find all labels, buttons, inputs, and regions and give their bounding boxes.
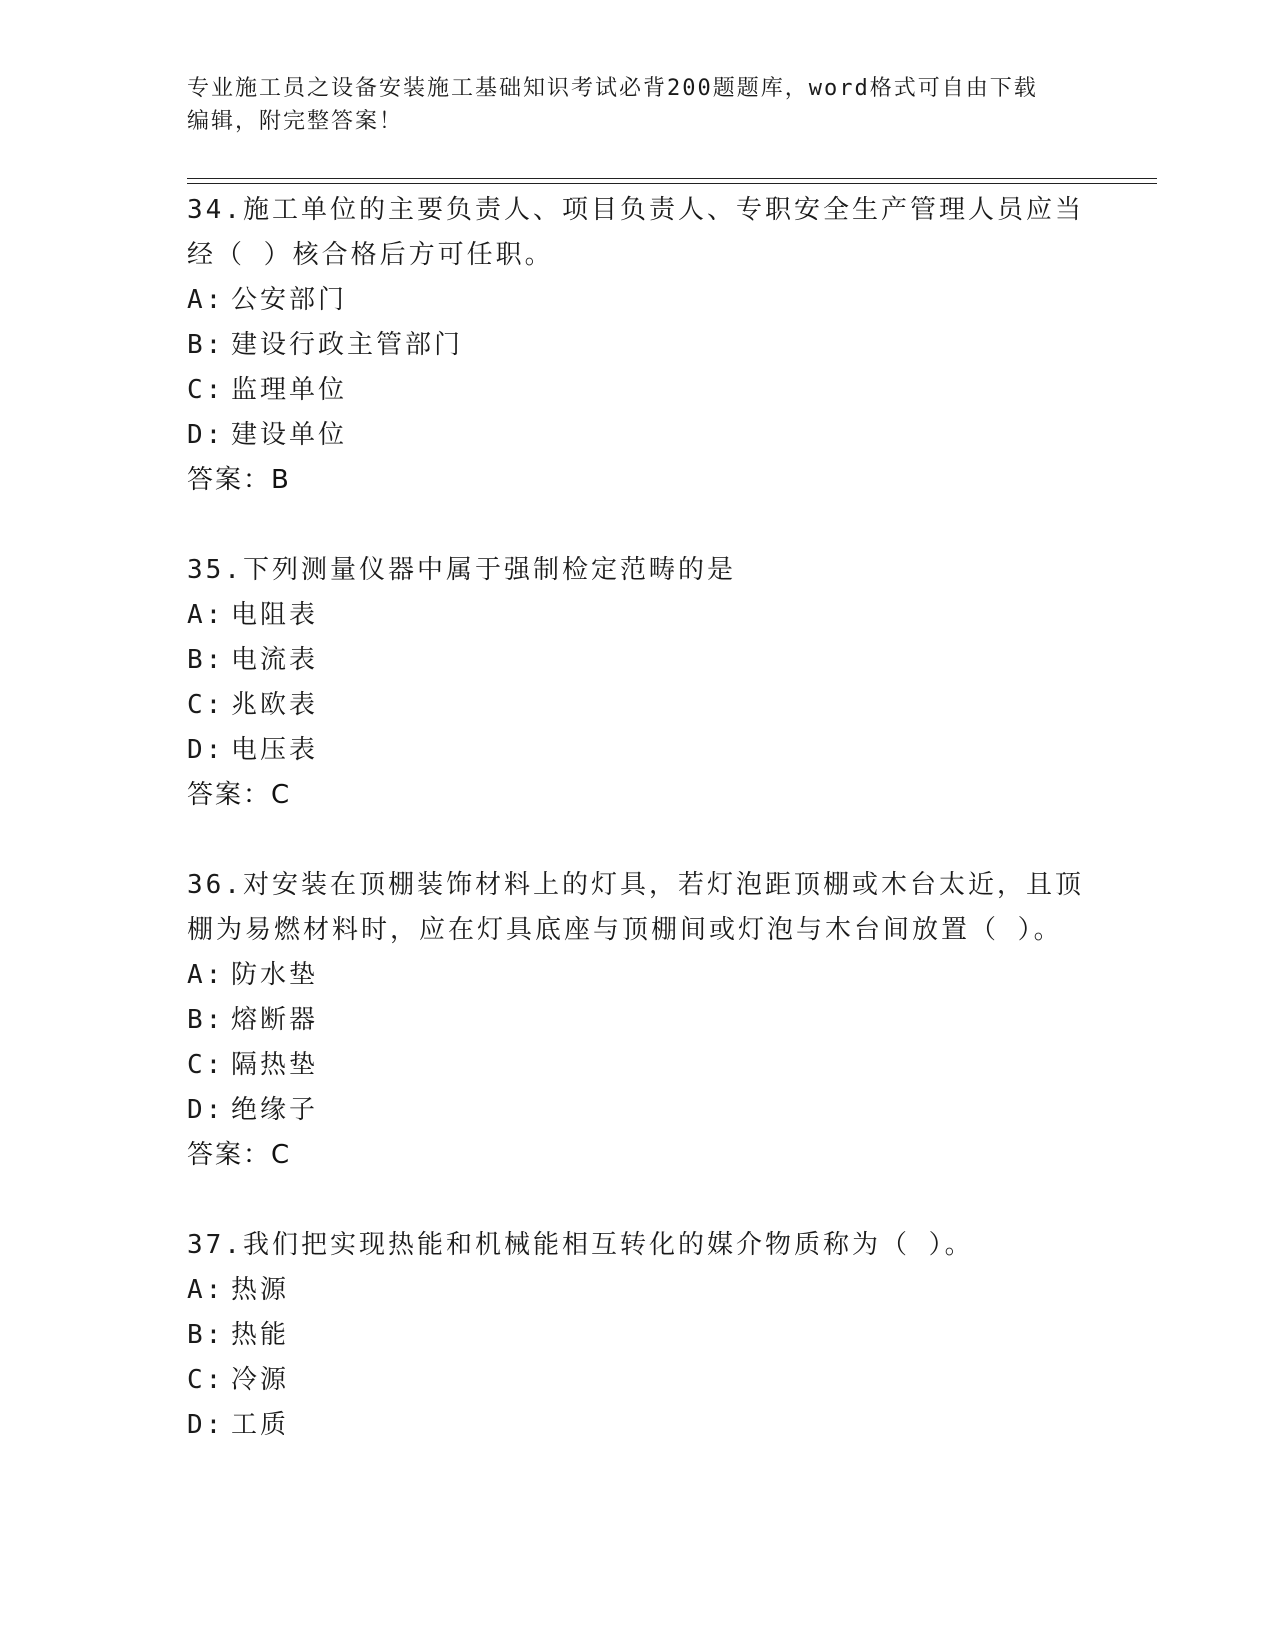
question-text-line-1: 37.我们把实现热能和机械能相互转化的媒介物质称为（ ）。	[187, 1230, 974, 1260]
option-letter: C:	[187, 375, 225, 405]
option-text: 绝缘子	[231, 1095, 319, 1125]
option-letter: B:	[187, 1005, 225, 1035]
answer-line: 答案：B	[187, 465, 291, 495]
option-letter: C:	[187, 690, 225, 720]
option-a	[187, 1268, 1087, 1313]
option-b	[187, 323, 1087, 368]
question-text-line-2: 棚为易燃材料时，应在灯具底座与顶棚间或灯泡与木台间放置（ ）。	[187, 915, 1063, 945]
option-a	[187, 593, 1087, 638]
option-d	[187, 1088, 1087, 1133]
option-letter: D:	[187, 420, 225, 450]
header-divider-bottom	[187, 183, 1157, 184]
spacer	[187, 503, 1087, 548]
option-text: 隔热垫	[231, 1050, 319, 1080]
question-35	[187, 548, 1087, 818]
option-b	[187, 998, 1087, 1043]
header-line-1: 专业施工员之设备安装施工基础知识考试必背200题题库，word格式可自由下载	[187, 76, 1038, 101]
spacer	[187, 1178, 1087, 1223]
option-text: 电压表	[231, 735, 319, 765]
question-text-line-1: 36.对安装在顶棚装饰材料上的灯具，若灯泡距顶棚或木台太近，且顶	[187, 870, 1084, 900]
option-letter: B:	[187, 1320, 225, 1350]
option-letter: D:	[187, 735, 225, 765]
option-c	[187, 1358, 1087, 1403]
option-text: 热能	[231, 1320, 290, 1350]
option-letter: A:	[187, 960, 225, 990]
answer-line: 答案：C	[187, 780, 292, 810]
question-text-line-1: 34.施工单位的主要负责人、项目负责人、专职安全生产管理人员应当	[187, 195, 1084, 225]
option-text: 监理单位	[231, 375, 348, 405]
header-line-2: 编辑，附完整答案！	[187, 109, 404, 134]
option-c	[187, 1043, 1087, 1088]
option-text: 兆欧表	[231, 690, 319, 720]
option-text: 冷源	[231, 1365, 290, 1395]
question-list	[187, 188, 1087, 1448]
option-d	[187, 728, 1087, 773]
option-b	[187, 1313, 1087, 1358]
option-letter: C:	[187, 1050, 225, 1080]
option-b	[187, 638, 1087, 683]
option-text: 工质	[231, 1410, 290, 1440]
option-letter: D:	[187, 1095, 225, 1125]
option-text: 建设单位	[231, 420, 348, 450]
option-letter: A:	[187, 1275, 225, 1305]
option-a	[187, 953, 1087, 998]
option-text: 电阻表	[231, 600, 319, 630]
option-d	[187, 413, 1087, 458]
option-c	[187, 683, 1087, 728]
option-c	[187, 368, 1087, 413]
option-letter: D:	[187, 1410, 225, 1440]
question-36	[187, 863, 1087, 1178]
question-37	[187, 1223, 1087, 1448]
question-text-line-2: 经（ ）核合格后方可任职。	[187, 240, 554, 270]
question-34	[187, 188, 1087, 503]
option-text: 电流表	[231, 645, 319, 675]
header-divider-top	[187, 178, 1157, 179]
option-text: 公安部门	[231, 285, 348, 315]
option-letter: C:	[187, 1365, 225, 1395]
option-letter: A:	[187, 285, 225, 315]
option-letter: B:	[187, 330, 225, 360]
option-text: 熔断器	[231, 1005, 319, 1035]
option-a	[187, 278, 1087, 323]
option-letter: A:	[187, 600, 225, 630]
option-text: 热源	[231, 1275, 290, 1305]
document-header	[187, 72, 1067, 138]
spacer	[187, 818, 1087, 863]
option-letter: B:	[187, 645, 225, 675]
option-text: 建设行政主管部门	[231, 330, 464, 360]
question-text-line-1: 35.下列测量仪器中属于强制检定范畴的是	[187, 555, 736, 585]
option-text: 防水垫	[231, 960, 319, 990]
answer-line: 答案：C	[187, 1140, 292, 1170]
option-d	[187, 1403, 1087, 1448]
